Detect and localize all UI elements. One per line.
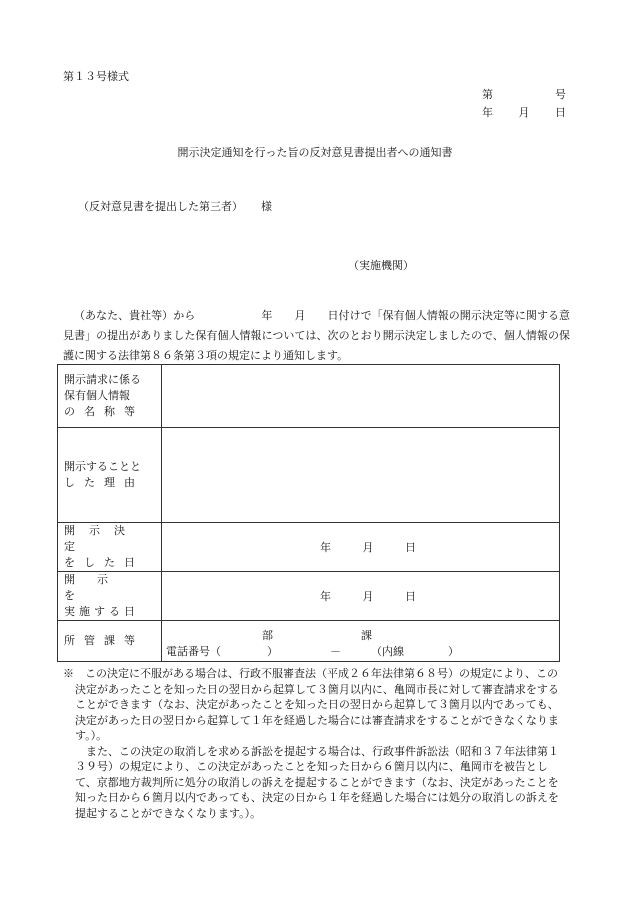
document-date — [482, 104, 566, 120]
addressee — [78, 198, 272, 214]
label-line: をした日 — [64, 556, 144, 569]
decision-date-day: 日 — [405, 541, 416, 554]
body-text: （あなた、貴社等）から 年 月 日付けで「保有個人情報の開示決定等に関する意見書」の提出がありました保有個人情報については、次のとおり開示決定しましたので、個人情報の保護に関する法律第８６条第３項の規定により通知します。 — [63, 309, 570, 362]
phone-extension: （内線 — [371, 645, 404, 658]
doc-number-dai: 第 — [482, 88, 493, 101]
label-line: 所管課等 — [64, 634, 144, 647]
addressee-honorific: 様 — [261, 200, 272, 213]
label-line: した理由 — [64, 476, 144, 489]
label-line: 実施する日 — [64, 605, 139, 618]
form-number: 第１３号様式 — [63, 70, 129, 83]
appeal-note: ※ この決定に不服がある場合は、行政不服審査法（平成２６年法律第６８号）の規定により、この決定があったことを知った日の翌日から起算して３箇月以内に、亀岡市長に対して審査請求をすることができます（なお、決定があったことを知った日の翌日から起算して３箇月以内であっても、決定があった日の翌日から起算して１年を経過した場合には審査請求をすることができなくなります。）。 — [63, 667, 559, 742]
value-disclosure-date[interactable] — [162, 572, 560, 621]
notes — [63, 666, 567, 821]
disclosure-date-month: 月 — [362, 590, 374, 603]
value-reason[interactable] — [162, 428, 560, 523]
document-title: 開示決定通知を行った旨の反対意見書提出者への通知書 — [177, 146, 453, 159]
label-line: 開示請求に係る — [64, 373, 141, 386]
label-line: 開示することと — [64, 460, 141, 473]
label-line: 保有個人情報 — [64, 389, 130, 402]
table-row — [58, 428, 560, 523]
doc-date-month: 月 — [518, 106, 530, 119]
document-number — [482, 86, 566, 102]
label-line: の名称等 — [64, 405, 144, 418]
label-line: 開示決定 — [64, 524, 139, 553]
doc-number-go: 号 — [555, 88, 566, 101]
phone-close: ） — [267, 645, 278, 658]
label-info-name — [58, 365, 162, 428]
doc-date-day: 日 — [555, 106, 566, 119]
disclosure-date-year: 年 — [320, 590, 331, 603]
decision-date-year: 年 — [320, 541, 331, 554]
value-info-name[interactable] — [162, 365, 560, 428]
doc-date-year: 年 — [482, 106, 493, 119]
label-disclosure-date — [58, 572, 162, 621]
label-reason — [58, 428, 162, 523]
value-decision-date[interactable] — [162, 523, 560, 572]
dept-ka: 課 — [361, 629, 372, 642]
table-row — [58, 523, 560, 572]
issuer: （実施機関） — [348, 259, 414, 272]
table-row — [58, 365, 560, 428]
label-department — [58, 621, 162, 662]
phone-line — [166, 643, 459, 659]
phone-extension-close: ） — [448, 645, 459, 658]
table-row — [58, 572, 560, 621]
disclosure-date-day: 日 — [405, 590, 416, 603]
label-line: 開示を — [64, 573, 130, 602]
addressee-name: （反対意見書を提出した第三者） — [78, 200, 243, 213]
phone-label: 電話番号（ — [166, 645, 221, 658]
value-department[interactable] — [162, 621, 560, 662]
info-table — [57, 364, 560, 662]
label-decision-date — [58, 523, 162, 572]
lawsuit-note: また、この決定の取消しを求める訴訟を提起する場合は、行政事件訴訟法（昭和３７年法律第１３９号）の規定により、この決定があったことを知った日から６箇月以内に、亀岡市を被告として、京都地方裁判所に処分の取消しの訴えを提起することができます（なお、決定があったことを知った日から６箇月以内であっても、決定の日から１年を経過した場合には処分の取消しの訴えを提起することができなくなります。）。 — [75, 744, 559, 820]
decision-date-month: 月 — [362, 541, 374, 554]
dept-bu: 部 — [262, 629, 273, 642]
phone-dash: － — [330, 645, 341, 658]
table-row — [58, 621, 560, 662]
